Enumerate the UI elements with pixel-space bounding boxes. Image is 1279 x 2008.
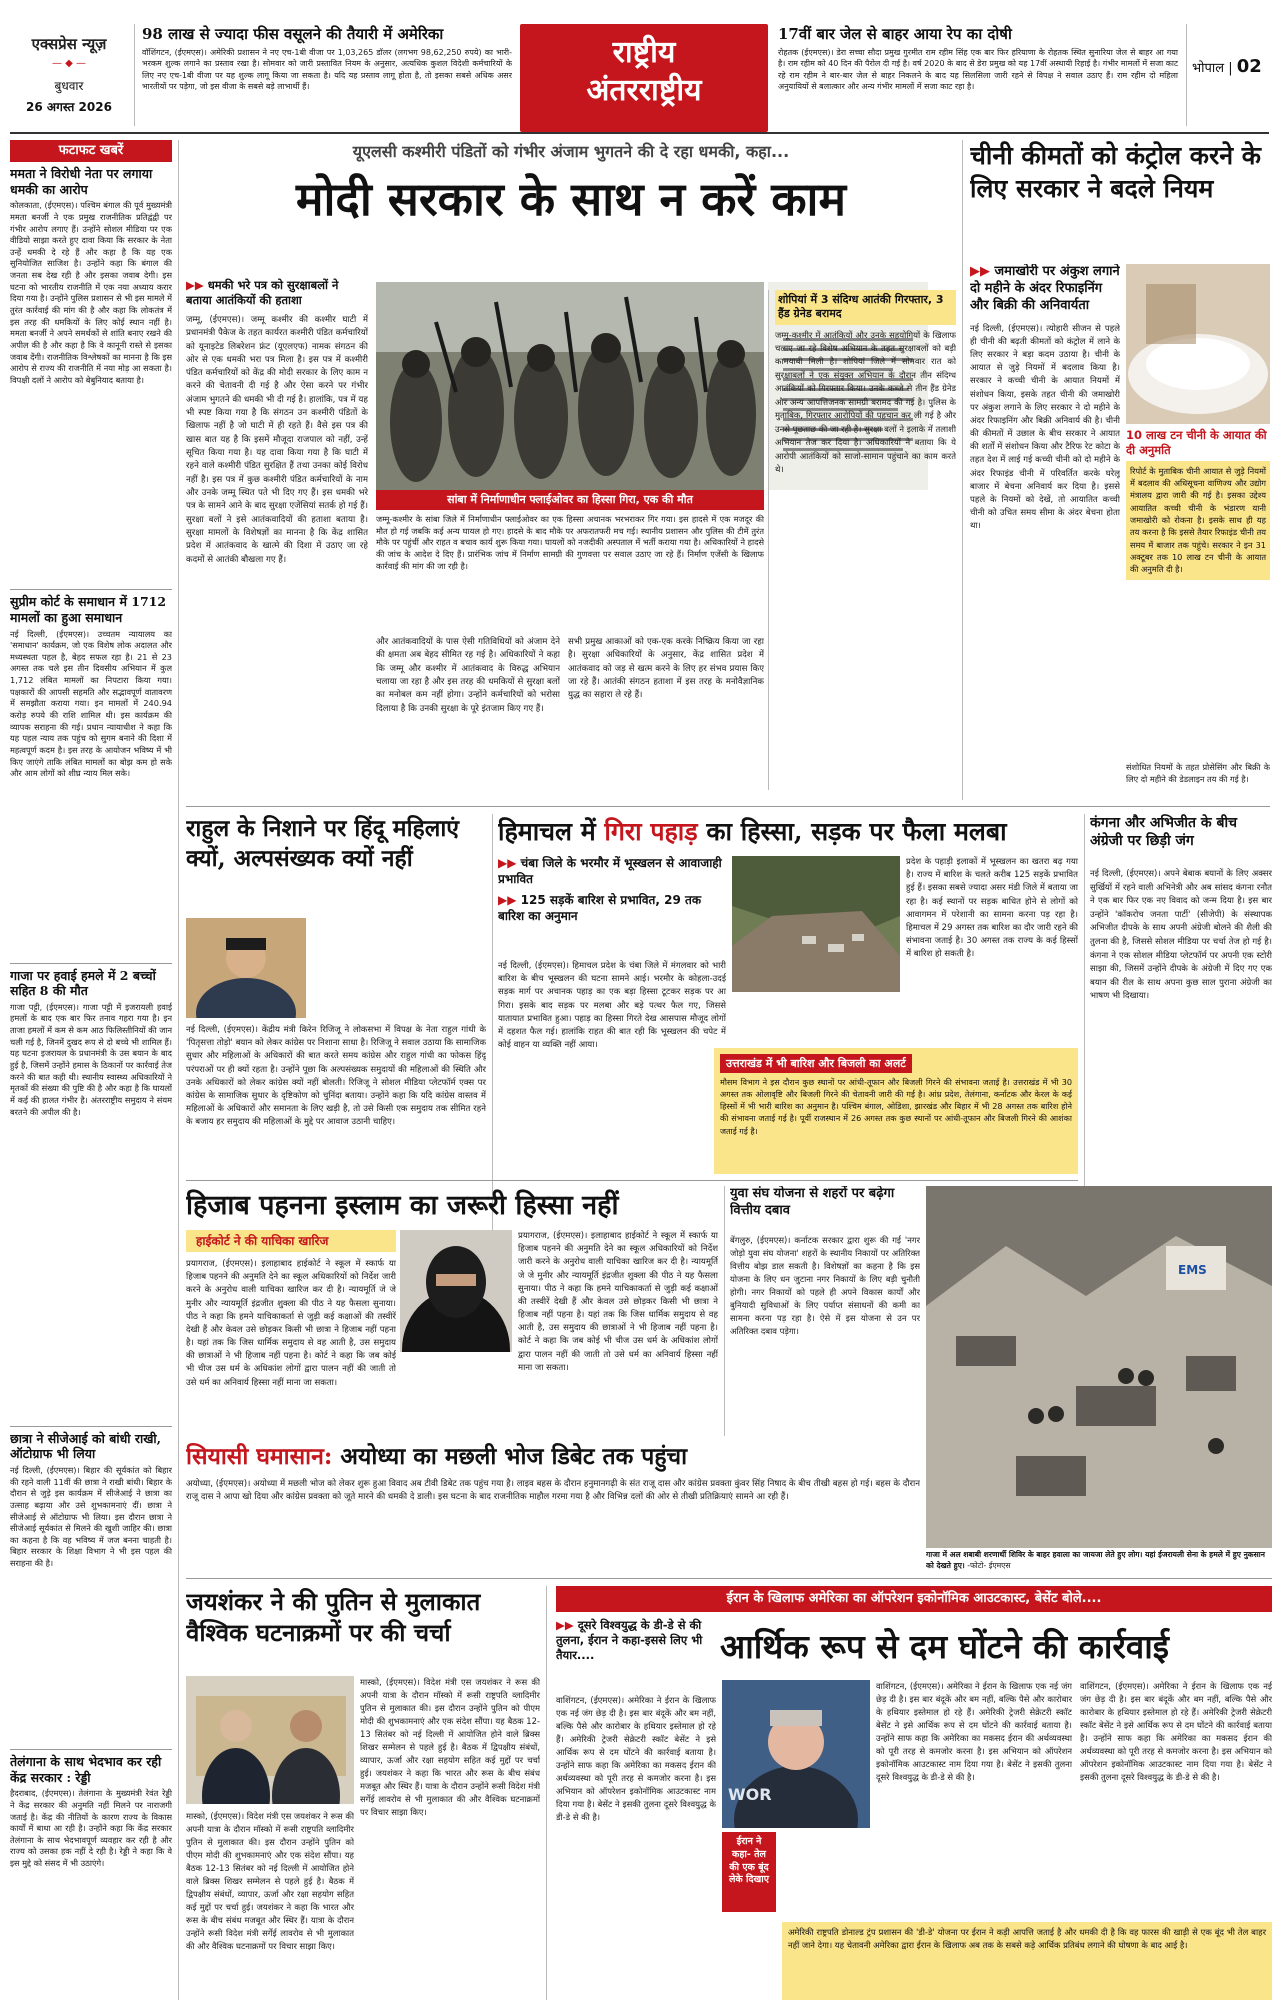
flyover-story-text: जम्मू-कश्मीर के सांबा जिले में निर्माणाधीन फ्लाईओवर का एक हिस्सा अचानक भरभराकर गिर गया। इस हादसे में एक मजदूर की मौत हो गई जबकि कई अन्य घायल हो गए। हादसे के बाद मौके पर अफरातफरी मच गई। स्थानीय प्रशासन और पुलिस की टीमें तुरंत मौके पर पहुंचीं और राहत व बचाव कार्य शुरू किया गया। घायलों को नजदीकी अस्पताल में भर्ती कराया गया है। अधिकारियों ने हादसे की जांच के आदेश दे दिए हैं। प्रारंभिक जांच में निर्माण सामग्री की गुणवत्ता पर सवाल उठाए जा रहे हैं। निर्माण एजेंसी के खिलाफ कार्रवाई की मांग की जा रही है। — [376, 514, 764, 571]
divider-ornament-icon: — ◆ — — [51, 58, 87, 69]
brief-headline: 98 लाख से ज्यादा फीस वसूलने की तैयारी में अमेरिका — [142, 25, 444, 43]
rahul-headline: राहुल के निशाने पर हिंदू महिलाएं क्यों, अल्पसंख्यक क्यों नहीं — [186, 815, 460, 872]
left-item-2-title: सुप्रीम कोर्ट के समाधान में 1712 मामलों का हुआ समाधान — [10, 594, 167, 625]
himachal-body-2: प्रदेश के पहाड़ी इलाकों में भूस्खलन का खतरा बढ़ गया है। राज्य में बारिश के चलते करीब 125 सड़कें प्रभावित हुई हैं। इसका सबसे ज्यादा असर मंडी जिले में बताया जा रहा है। कई स्थानों पर सड़क बाधित होने से लोगों को आवागमन में परेशानी का सामना करना पड़ रहा है। हिमाचल में 29 अगस्त तक बारिश का दौर जारी रहने की संभावना जताई है। 30 अगस्त तक राज्य के कई हिस्सों में बारिश हो सकती है। — [906, 857, 1078, 960]
ayodhya-headline: सियासी घमासान: अयोध्या का मछली भोज डिबेट तक पहुंचा — [186, 1443, 688, 1470]
left-item-5-title: तेलंगाना के साथ भेदभाव कर रही केंद्र सरकार : रेड्डी — [10, 1754, 162, 1785]
lead-headline: मोदी सरकार के साथ न करें काम — [296, 172, 846, 226]
weekday: बुधवार — [54, 79, 84, 93]
himachal-sub1: ▶▶ चंबा जिले के भरमौर में भूस्खलन से आवाजाही प्रभावित — [498, 856, 722, 886]
iran-banner: ईरान के खिलाफ अमेरिका का ऑपरेशन इकोनॉमिक आउटकास्ट, बेसेंट बोले.... — [556, 1586, 1272, 1612]
left-item-1-title: ममता ने विरोधी नेता पर लगाया धमकी का आरोप — [10, 166, 153, 197]
himachal-body: नई दिल्ली, (ईएमएस)। हिमाचल प्रदेश के चंबा जिले में मंगलवार को भारी बारिश के बीच भूस्खलन की घटना सामने आई। भरमौर के कोहला-उदई सड़क मार्ग पर अचानक पहाड़ का एक बड़ा हिस्सा टूटकर सड़क पर आ गिरा। इसके बाद सड़क पर मलबा और बड़े पत्थर फैल गए, जिससे यातायात प्रभावित हुआ। पहाड़ का हिस्सा गिरते देख आसपास मौजूद लोगों में दहशत फैल गई। हालांकि राहत की बात रही कि भूस्खलन की चपेट में कोई वाहन या व्यक्ति नहीं आया। — [498, 961, 726, 1051]
section-title-line1: राष्ट्रीय — [612, 35, 676, 70]
iran-photo-badge: ईरान ने कहा- तेल की एक बूंद लेके दिखाए — [722, 1832, 776, 1912]
kangana-headline: कंगना और अभिजीत के बीच अंग्रेजी पर छिड़ी जंग — [1090, 815, 1237, 850]
lead-photo-caption: सांबा में निर्माणाधीन फ्लाईओवर का हिस्सा गिरा, एक की मौत — [376, 490, 764, 510]
iran-headline: आर्थिक रूप से दम घोंटने की कार्रवाई — [720, 1627, 1169, 1666]
page-marker: भोपाल | 02 — [1192, 56, 1262, 77]
left-item-1-text: कोलकाता, (ईएमएस)। पश्चिम बंगाल की पूर्व मुख्यमंत्री ममता बनर्जी ने एक प्रमुख राजनीतिक प्रतिद्वंद्वी पर गंभीर आरोप लगाए हैं। उन्होंने सोशल मीडिया पर एक वीडियो साझा करते हुए दावा किया कि सरकार के नेता उन्हें धमकी दे रहे हैं और कहा है कि यह एक सुनियोजित साजिश है। उन्होंने कहा कि बंगाल की जनता सब देख रही है और इसका जवाब देगी। इस घटना को भारतीय राजनीति में एक नया अध्याय करार दिया गया है। उन्होंने पुलिस प्रशासन से भी इस मामले में तुरंत कार्रवाई की मांग की है और कहा कि लोकतंत्र में इस तरह की धमकियों के लिए कोई स्थान नहीं है। ममता बनर्जी ने अपने समर्थकों से शांति बनाए रखने की अपील की है और कहा है कि वे कानूनी रास्ते से इसका जवाब देंगी। राजनीतिक विश्लेषकों का मानना है कि इस आरोप से राज्य की राजनीति में नया मोड़ आ सकता है। विपक्षी दलों ने आरोप को बेबुनियाद बताया है। — [10, 200, 172, 385]
iran-body-right: वाशिंगटन, (ईएमएस)। अमेरिका ने ईरान के खिलाफ एक नई जंग छेड़ दी है। इस बार बंदूकें और बम नहीं, बल्कि पैसे और कारोबार के हथियार इस्तेमाल हो रहे हैं। अमेरिकी ट्रेजरी सेक्रेटरी स्कॉट बेसेंट ने इसे आर्थिक रूप से दम घोंटने की कार्रवाई बताया है। उन्होंने साफ कहा कि अमेरिका का मकसद ईरान की अर्थव्यवस्था को पूरी तरह से कमजोर करना है। इस अभियान को ऑपरेशन इकोनॉमिक आउटकास्ट नाम दिया गया है। बेसेंट ने इसकी तुलना दूसरे विश्वयुद्ध के डी-डे से की है। — [1080, 1681, 1272, 1783]
sugar-import-text: रिपोर्ट के मुताबिक चीनी आयात से जुड़े नियमों में बदलाव की अधिसूचना वाणिज्य और उद्योग मंत्रालय द्वारा जारी की गई है। इसका उद्देश्य आयातित कच्ची चीनी के भंडारण यानी जमाखोरी को रोकना है। इसके साथ ही यह तय करना है कि इससे तैयार रिफाइंड चीनी तय समय में बाजार तक पहुंचे। सरकार ने इन 31 अक्टूबर तक 10 लाख टन चीनी के आयात की अनुमति दी है। — [1126, 461, 1270, 580]
section-title-line2: अंतरराष्ट्रीय — [586, 72, 702, 108]
rahul-body: नई दिल्ली, (ईएमएस)। केंद्रीय मंत्री किरेन रिजिजू ने लोकसभा में विपक्ष के नेता राहुल गांधी के 'पितृसत्ता तोड़ो' बयान को लेकर कांग्रेस पर निशाना साधा है। रिजिजू ने सवाल उठाया कि सामाजिक सुधार और महिलाओं के अधिकारों की बात करते समय कांग्रेस और राहुल गांधी का फोकस हिंदू परंपराओं पर ही क्यों रहता है। उन्होंने पूछा कि अल्पसंख्यक समुदायों की महिलाओं की स्थिति और उनके अधिकारों को लेकर कांग्रेस क्यों नहीं बोलती। रिजिजू ने सोशल मीडिया प्लेटफॉर्म एक्स पर कांग्रेस के सामाजिक सुधार के दृष्टिकोण को चुनिंदा बताया। उन्होंने कहा कि यदि कांग्रेस वास्तव में महिलाओं के अधिकारों और समानता के लिए खड़ी है, तो उसे किसी एक समुदाय तक सीमित रहने के बजाय हर समुदाय की महिलाओं के मुद्दे पर आवाज उठानी चाहिए। — [186, 1025, 486, 1128]
arrow-icon: ▶▶ — [498, 893, 521, 908]
hijab-body: प्रयागराज, (ईएमएस)। इलाहाबाद हाईकोर्ट ने स्कूल में स्कार्फ या हिजाब पहनने की अनुमति देने का स्कूल अधिकारियों को निर्देश जारी करने के अनुरोध वाली याचिका खारिज कर दी है। न्यायमूर्ति जे जे मुनीर और न्यायमूर्ति इंद्रजीत शुक्ला की पीठ ने यह फैसला सुनाया। पीठ ने कहा कि हमने याचिकाकर्ता से जुड़ी कई कक्षाओं की तस्वीरें देखी हैं और केवल उसे छोड़कर किसी भी छात्रा ने हिजाब नहीं पहना है। यहां तक कि जिस धार्मिक समुदाय से वह आती है, उस समुदाय की छात्राओं ने भी हिजाब नहीं पहना है। कोर्ट ने कहा कि जब कोई भी चीज उस धर्म के अधिकांश लोगों द्वारा पालन नहीं की जाती तो उसे धर्म का अनिवार्य हिस्सा नहीं माना जा सकता। — [186, 1259, 396, 1388]
bessent-photo — [722, 1680, 870, 1828]
section-title-block — [520, 24, 768, 132]
left-item-3-title: गाजा पर हवाई हमले में 2 बच्चों सहित 8 की मौत — [10, 967, 156, 999]
lead-second-col — [376, 636, 560, 798]
kangana-body: नई दिल्ली, (ईएमएस)। अपने बेबाक बयानों के लिए अक्सर सुर्खियों में रहने वाली अभिनेत्री और अब सांसद कंगना रनौत ने एक बार फिर एक नए विवाद को जन्म दिया है। इस बार उन्होंने 'कॉकरोच जनता पार्टी' (सीजेपी) के संस्थापक अभिजीत दीपके के साथ अपनी अंग्रेजी बोलने की शैली की तुलना की है, जिससे सोशल मीडिया पर चर्चा तेज हो गई है। कंगना ने एक सोशल मीडिया प्लेटफॉर्म पर अपनी एक स्टोरी साझा की, जिसमें उन्होंने दीपके के अंग्रेजी में दिए गए एक बयान की रील के साथ अपना कुछ साल पुराना अंग्रेजी का भाषण भी दिखाया। — [1090, 869, 1272, 1002]
himachal-headline: हिमाचल में गिरा पहाड़ का हिस्सा, सड़क पर फैला मलबा — [498, 817, 1007, 846]
rijiju-photo — [186, 918, 306, 1018]
jaishankar-body-left: मास्को, (ईएमएस)। विदेश मंत्री एस जयशंकर ने रूस की अपनी यात्रा के दौरान मॉस्को में रूसी राष्ट्रपति व्लादिमीर पुतिन से मुलाकात की। इस दौरान उन्होंने पुतिन को पीएम मोदी की शुभकामनाएं और एक संदेश सौंपा। यह बैठक 12-13 सितंबर को नई दिल्ली में आयोजित होने वाले ब्रिक्स शिखर सम्मेलन से पहले हुई है। बैठक में द्विपक्षीय संबंधों, व्यापार, ऊर्जा और रक्षा सहयोग सहित कई मुद्दों पर चर्चा हुई। जयशंकर ने कहा कि भारत और रूस के बीच संबंध मजबूत और स्थिर हैं। यात्रा के दौरान उन्होंने रूसी विदेश मंत्री सर्गेई लावरोव से भी मुलाकात की और वैश्विक घटनाक्रमों पर विचार साझा किए। — [186, 1811, 354, 1952]
lead-body-2: और आतंकवादियों के पास ऐसी गतिविधियों को अंजाम देने की क्षमता अब बेहद सीमित रह गई है। अधिकारियों ने कहा कि जम्मू और कश्मीर में आतंकवाद के विरुद्ध अभियान चलाया जा रहा है और इस तरह की धमकियों से सुरक्षा बलों का मनोबल कम नहीं होगा। उन्होंने कर्मचारियों को भरोसा दिलाया है कि उनकी सुरक्षा के पूरे इंतजाम किए गए हैं। — [376, 637, 560, 714]
shopian-box-text: जम्मू-कश्मीर में आतंकियों और उनके सहयोगियों के खिलाफ चलाए जा रहे विशेष अभियान के तहत सुरक्षाबलों को बड़ी कामयाबी मिली है। शोपियां जिले में सोमवार रात को सुरक्षाबलों ने एक संयुक्त अभियान के दौरान तीन संदिग्ध आतंकियों को गिरफ्तार किया। उनके कब्जे से तीन हैंड ग्रेनेड और अन्य आपत्तिजनक सामग्री बरामद की गई है। पुलिस के मुताबिक, गिरफ्तार आरोपियों की पहचान कर ली गई है और उनसे पूछताछ की जा रही है। सुरक्षा बलों ने इलाके में तलाशी अभियान तेज कर दिया है। अधिकारियों ने बताया कि ये आरोपी आतंकियों को साजो-सामान पहुंचाने का काम करते थे। — [775, 329, 956, 474]
sugar-import-box — [1126, 428, 1270, 758]
gaza-rubble-photo — [926, 1186, 1272, 1548]
top-right-brief — [778, 24, 1178, 124]
iran-body: वाशिंगटन, (ईएमएस)। अमेरिका ने ईरान के खिलाफ एक नई जंग छेड़ दी है। इस बार बंदूकें और बम नहीं, बल्कि पैसे और कारोबार के हथियार इस्तेमाल हो रहे हैं। अमेरिकी ट्रेजरी सेक्रेटरी स्कॉट बेसेंट ने इसे आर्थिक रूप से दम घोंटने की कार्रवाई बताया है। उन्होंने साफ कहा कि अमेरिका का मकसद ईरान की अर्थव्यवस्था को पूरी तरह से कमजोर करना है। इस अभियान को ऑपरेशन इकोनॉमिक आउटकास्ट नाम दिया गया है। बेसेंट ने इसकी तुलना दूसरे विश्वयुद्ध के डी-डे से की है। — [556, 1695, 716, 1823]
iran-subhead: ▶▶ दूसरे विश्वयुद्ध के डी-डे से की तुलना, ईरान ने कहा-इससे लिए भी तैयार.... — [556, 1618, 703, 1662]
left-column-header: फटाफट खबरें — [10, 140, 172, 162]
himachal-subheads — [498, 856, 726, 976]
alert-title: उत्तराखंड में भी बारिश और बिजली का अलर्ट — [720, 1054, 912, 1073]
lead-kicker: यूएलसी कश्मीरी पंडितों को गंभीर अंजाम भुगतने की दे रहा धमकी, कहा... — [352, 142, 790, 161]
arrow-icon: ▶▶ — [970, 264, 995, 279]
left-item-2-text: नई दिल्ली, (ईएमएस)। उच्चतम न्यायालय का 'समाधान' कार्यक्रम, जो एक विशेष लोक अदालत और मध्यस्थता पहल है, बेहद सफल रहा है। 21 से 23 अगस्त तक चले इस तीन दिवसीय अभियान में कुल 1,712 लंबित मामलों का निपटारा किया गया। पक्षकारों की आपसी सहमति और सद्भावपूर्ण वातावरण में समझौता कराया गया। इन मामलों में 240.94 करोड़ रुपये की राशि शामिल थी। इस कार्यक्रम की व्यापक सराहना की गई। प्रधान न्यायाधीश ने कहा कि यह पहल न्याय तक पहुंच को सुगम बनाने की दिशा में महत्वपूर्ण कदम है। इस तरह के आयोजन भविष्य में भी किए जाएंगे ताकि लंबित मामलों का बोझ कम हो सके और आम लोगों को शीघ्र न्याय मिल सके। — [10, 628, 172, 779]
sugar-photo — [1126, 264, 1270, 424]
arrow-icon: ▶▶ — [556, 1618, 578, 1632]
uttarakhand-alert-box — [714, 1048, 1078, 1174]
ayodhya-strip — [186, 1440, 920, 1570]
left-item-5-text: हैदराबाद, (ईएमएस)। तेलंगाना के मुख्यमंत्री रेवंत रेड्डी ने केंद्र सरकार की अनुमति नहीं मिलने पर नाराजगी जताई है। केंद्र की नीतियों के कारण राज्य के विकास कार्यों में बाधा आ रही है। उन्होंने कहा कि केंद्र सरकार तेलंगाना के साथ भेदभावपूर्ण व्यवहार कर रही है और राज्य को उसका हक नहीं दे रही है। रेड्डी ने कहा कि वे इस मुद्दे को संसद में भी उठाएंगे। — [10, 1788, 172, 1869]
himachal-sub2: ▶▶ 125 सड़कें बारिश से प्रभावित, 29 तक बारिश का अनुमान — [498, 893, 702, 923]
youth-body: बेंगलुरु, (ईएमएस)। कर्नाटक सरकार द्वारा शुरू की गई 'नगर जोड़ो युवा संघ योजना' शहरों के स्थानीय निकायों पर अतिरिक्त वित्तीय बोझ डाल सकती है। विशेषज्ञों का कहना है कि इस योजना के लिए धन जुटाना नगर निकायों के लिए बड़ी चुनौती होगी। नगर निकायों को पहले ही अपने विकास कार्यों और बुनियादी सुविधाओं के लिए पर्याप्त संसाधनों की कमी का सामना करना पड़ रहा है। ऐसे में इस योजना से उन पर अतिरिक्त दबाव पड़ेगा। — [730, 1235, 920, 1337]
hijab-body-right: प्रयागराज, (ईएमएस)। इलाहाबाद हाईकोर्ट ने स्कूल में स्कार्फ या हिजाब पहनने की अनुमति देने का स्कूल अधिकारियों को निर्देश जारी करने के अनुरोध वाली याचिका खारिज कर दी है। न्यायमूर्ति जे जे मुनीर और न्यायमूर्ति इंद्रजीत शुक्ला की पीठ ने यह फैसला सुनाया। पीठ ने कहा कि हमने याचिकाकर्ता से जुड़ी कई कक्षाओं की तस्वीरें देखी हैं और केवल उसे छोड़कर किसी भी छात्रा ने हिजाब नहीं पहना है। यहां तक कि जिस धार्मिक समुदाय से वह आती है, उस समुदाय की छात्राओं ने भी हिजाब नहीं पहना है। कोर्ट ने कहा कि जब कोई भी चीज उस धर्म के अधिकांश लोगों द्वारा पालन नहीं की जाती तो उसे धर्म का अनिवार्य हिस्सा नहीं माना जा सकता। — [518, 1231, 718, 1373]
top-left-brief — [142, 24, 512, 124]
arrow-icon: ▶▶ — [498, 856, 521, 870]
sugar-subhead: ▶▶ जमाखोरी पर अंकुश लगाने दो महीने के अंदर रिफाइनिंग और बिक्री की अनिवार्यता — [970, 264, 1120, 313]
hijab-photo — [400, 1230, 512, 1352]
lead-left-col — [186, 278, 368, 798]
hijab-subhead: हाईकोर्ट ने की याचिका खारिज — [186, 1230, 396, 1252]
svg-text:EMS: EMS — [1178, 1263, 1207, 1277]
masthead-brand-box — [10, 28, 128, 126]
left-briefs-column — [10, 166, 172, 2000]
lead-third-col — [568, 636, 764, 798]
hijab-headline: हिजाब पहनना इस्लाम का जरूरी हिस्सा नहीं — [186, 1190, 619, 1221]
youth-headline: युवा संघ योजना से शहरों पर बढ़ेगा वित्तीय दबाव — [730, 1186, 895, 1218]
ayodhya-text: अयोध्या, (ईएमएस)। अयोध्या में मछली भोज को लेकर शुरू हुआ विवाद अब टीवी डिबेट तक पहुंच गया है। लाइव बहस के दौरान हनुमानगढ़ी के संत राजू दास और कांग्रेस प्रवक्ता कुंवर सिंह निषाद के बीच तीखी बहस हो गई। बहस के दौरान राजू दास ने आपा खो दिया और कांग्रेस प्रवक्ता को जूते मारने की धमकी दे डाली। इस घटना के बाद राजनीतिक माहौल गरमा गया है और विभिन्न दलों की ओर से तीखी प्रतिक्रियाएं सामने आ रही हैं। — [186, 1479, 920, 1503]
sugar-tail: संशोधित नियमों के तहत प्रोसेसिंग और बिक्री के लिए दो महीने की डेडलाइन तय की गई है। — [1126, 762, 1270, 784]
brief-text-right: रोहतक (ईएमएस)। डेरा सच्चा सौदा प्रमुख गुरमीत राम रहीम सिंह एक बार फिर हरियाणा के रोहतक स्थित सुनारिया जेल से बाहर आ गया है। राम रहीम को 40 दिन की पैरोल दी गई है। वर्ष 2020 के बाद से डेरा प्रमुख को यह 17वीं अस्थायी रिहाई है। गंभीर मामलों में सजा काट रहे राम रहीम ने बार-बार जेल से बाहर निकलने के बाद यह सिलसिला जारी रहने से विपक्ष ने सवाल उठाए हैं। राम रहीम दो महिला अनुयायियों से बलात्कार और अन्य गंभीर मामलों में सजा काट रहा है। — [778, 48, 1178, 92]
iran-info-text: अमेरिकी राष्ट्रपति डोनाल्ड ट्रंप प्रशासन की 'डी-डे' योजना पर ईरान ने कड़ी आपत्ति जताई है और धमकी दी है कि वह फारस की खाड़ी से एक बूंद भी तेल बाहर नहीं जाने देगा। यह चेतावनी अमेरिका द्वारा ईरान के खिलाफ अब तक के सबसे कड़े आर्थिक प्रतिबंध लगाने की घोषणा के बाद आई है। — [788, 1927, 1266, 1951]
arrow-icon: ▶▶ — [186, 278, 208, 292]
putin-jaishankar-photo — [186, 1676, 354, 1804]
landslide-photo — [732, 856, 900, 992]
jaishankar-body: मास्को, (ईएमएस)। विदेश मंत्री एस जयशंकर ने रूस की अपनी यात्रा के दौरान मॉस्को में रूसी राष्ट्रपति व्लादिमीर पुतिन से मुलाकात की। इस दौरान उन्होंने पुतिन को पीएम मोदी की शुभकामनाएं और एक संदेश सौंपा। यह बैठक 12-13 सितंबर को नई दिल्ली में आयोजित होने वाले ब्रिक्स शिखर सम्मेलन से पहले हुई है। बैठक में द्विपक्षीय संबंधों, व्यापार, ऊर्जा और रक्षा सहयोग सहित कई मुद्दों पर चर्चा हुई। जयशंकर ने कहा कि भारत और रूस के बीच संबंध मजबूत और स्थिर हैं। यात्रा के दौरान उन्होंने रूसी विदेश मंत्री सर्गेई लावरोव से भी मुलाकात की और वैश्विक घटनाक्रमों पर विचार साझा किए। — [360, 1677, 540, 1818]
brief-headline-right: 17वीं बार जेल से बाहर आया रेप का दोषी — [778, 25, 1012, 43]
page-number: 02 — [1236, 56, 1262, 77]
brief-text: वॉशिंगटन, (ईएमएस)। अमेरिकी प्रशासन ने नए एच-1बी वीजा पर 1,03,265 डॉलर (लगभग 98,62,250 रुपये) का भारी-भरकम शुल्क लगाने का प्रस्ताव रखा है। सोमवार को जारी प्रस्तावित नियम के अनुसार, अत्यधिक कुशल विदेशी कर्मचारियों के लिए नए एच-1बी वीजा पर यह शुल्क लागू किया जा सकता है। यदि यह प्रस्ताव लागू होता है, तो इसका सबसे अधिक असर भारतीयों पर पड़ेगा, जो इस वीजा के सबसे बड़े लाभार्थी हैं। — [142, 48, 512, 92]
iran-info-box — [782, 1922, 1272, 2000]
iran-body-middle: वाशिंगटन, (ईएमएस)। अमेरिका ने ईरान के खिलाफ एक नई जंग छेड़ दी है। इस बार बंदूकें और बम नहीं, बल्कि पैसे और कारोबार के हथियार इस्तेमाल हो रहे हैं। अमेरिकी ट्रेजरी सेक्रेटरी स्कॉट बेसेंट ने इसे आर्थिक रूप से दम घोंटने की कार्रवाई बताया है। उन्होंने साफ कहा कि अमेरिका का मकसद ईरान की अर्थव्यवस्था को पूरी तरह से कमजोर करना है। इस अभियान को ऑपरेशन इकोनॉमिक आउटकास्ट नाम दिया गया है। बेसेंट ने इसकी तुलना दूसरे विश्वयुद्ध के डी-डे से की है। — [876, 1681, 1072, 1783]
shopian-box-title: शोपियां में 3 संदिग्ध आतंकी गिरफ्तार, 3 हैंड ग्रेनेड बरामद — [775, 290, 956, 325]
city-label: भोपाल — [1192, 61, 1225, 76]
brand-name: एक्सप्रेस न्यूज़ — [31, 35, 107, 53]
sugar-headline: चीनी कीमतों को कंट्रोल करने के लिए सरकार ने बदले नियम — [970, 141, 1261, 203]
gaza-caption: गाजा में अल शबाबी शरणार्थी शिविर के बाहर हवाला का जायजा लेते हुए लोग। यहां ईजरायली सेना के हमले में हुए नुकसान को देखते हुए। -फोटो- ईएमएस — [926, 1550, 1265, 1570]
alert-text: मौसम विभाग ने इस दौरान कुछ स्थानों पर आंधी-तूफान और बिजली गिरने की संभावना जताई है। उत्तराखंड में भी 30 अगस्त तक ओलावृष्टि और बिजली गिरने की चेतावनी जारी की गई है। आंध्र प्रदेश, तेलंगाना, कर्नाटक और केरल के कई हिस्सों में भी भारी बारिश का अनुमान है। पश्चिम बंगाल, ओडिशा, झारखंड और बिहार में भी 28 अगस्त तक बारिश होने की संभावना जताई गई है। पूर्वी राजस्थान में 26 अगस्त तक कुछ स्थानों पर आंधी-तूफान और बिजली गिरने की आशंका जताई गई है। — [720, 1077, 1072, 1136]
sugar-body: नई दिल्ली, (ईएमएस)। त्योहारी सीजन से पहले ही चीनी की बढ़ती कीमतों को कंट्रोल में लाने के लिए सरकार ने बड़ा कदम उठाया है। चीनी के आयात से जुड़े नियमों में बदलाव किया है। सरकार ने कच्ची चीनी के आयात नियमों में संशोधन किया, इसके तहत चीनी की जमाखोरी पर अंकुश लगाने के लिए सरकार ने दो महीने के अंदर रिफाइनिंग और बिक्री अनिवार्य की है। चीनी की कीमतों में उछाल के बीच सरकार ने आयात की शर्तों में संशोधन किया और टैरिफ रेट कोटा के तहत देश में लाई गई कच्ची चीनी को दो महीने के अंदर रिफाइंड चीनी में परिवर्तित करके घरेलू बाजार में बेचना अनिवार्य कर दिया है। इससे पहले के नियमों को देखें, तो आयातित कच्ची चीनी को उचित समय सीमा के अंदर बेचना होता था। — [970, 323, 1120, 532]
sugar-col — [970, 264, 1120, 800]
issue-date: 26 अगस्त 2026 — [26, 100, 112, 114]
jaishankar-headline: जयशंकर ने की पुतिन से मुलाकात वैश्विक घटनाक्रमों पर की चर्चा — [186, 1587, 481, 1648]
lead-subhead: ▶▶ धमकी भरे पत्र को सुरक्षाबलों ने बताया आतंकियों की हताशा — [186, 278, 339, 307]
left-item-4-title: छात्रा ने सीजेआई को बांधी राखी, ऑटोग्राफ भी लिया — [10, 1430, 162, 1462]
left-item-3-text: गाजा पट्टी, (ईएमएस)। गाजा पट्टी में इजरायली हवाई हमलों के बाद एक बार फिर तनाव गहरा गया है। इन ताजा हमलों में कम से कम आठ फिलिस्तीनियों की जान चली गई है, जिनमें दुखद रूप से दो बच्चे भी शामिल हैं। यह घटना इजरायल के प्रधानमंत्री के उस बयान के बाद हुई है, जिसमें उन्होंने हमास के ठिकानों पर कार्रवाई तेज करने की बात कही थी। स्थानीय स्वास्थ्य अधिकारियों ने मृतकों की संख्या की पुष्टि की है और कहा है कि घायलों में कई की हालत गंभीर है। अंतरराष्ट्रीय समुदाय ने संयम बरतने की अपील की है। — [10, 1001, 172, 1117]
lead-body-3: सभी प्रमुख आकाओं को एक-एक करके निष्क्रिय किया जा रहा है। सुरक्षा अधिकारियों के अनुसार, केंद्र शासित प्रदेश में आतंकवाद को जड़ से खत्म करने के लिए हर संभव प्रयास किए जा रहे हैं। आतंकी संगठन हताशा में इस तरह के मनोवैज्ञानिक युद्ध का सहारा ले रहे हैं। — [568, 637, 764, 701]
lead-body: जम्मू, (ईएमएस)। जम्मू कश्मीर की कश्मीर घाटी में प्रधानमंत्री पैकेज के तहत कार्यरत कश्मीरी पंडित कर्मचारियों को यूनाइटेड लिबरेशन फ्रंट (यूएलएफ) नामक संगठन की ओर से एक धमकी भरा पत्र मिला है। इस पत्र में कश्मीरी पंडित कर्मचारियों को केंद्र की मोदी सरकार के लिए काम न करने की चेतावनी दी गई है और ऐसा करने पर गंभीर अंजाम भुगतने की धमकी भी दी गई है। हालांकि, पत्र में यह भी स्पष्ट किया गया है कि संगठन उन कश्मीरी पंडितों के खिलाफ नहीं है जो घाटी में ही रहते हैं। वैसे इस पत्र की खास बात यह है कि इसमें मौजूदा राजपाल को नहीं, उन्हें सूचित किया गया है। यह दावा किया गया है कि घाटी में रहने वाले कश्मीरी पंडित सुरक्षित हैं तथा उनका कोई विरोध नहीं है। इस पत्र में कुछ कश्मीरी पंडित कर्मचारियों के नाम और उनके जम्मू स्थित पते भी दिए गए हैं। इस धमकी भरे पत्र के सामने आने के बाद सुरक्षा एजेंसियां सतर्क हो गई हैं। सुरक्षा बलों ने इसे आतंकवादियों की हताशा बताया है। सुरक्षा मामलों के विशेषज्ञों का मानना है कि केंद्र शासित प्रदेश में आतंकवाद के खात्मे की दिशा में उठाए जा रहे कदमों से आतंकी बौखला गए हैं। — [186, 314, 368, 565]
left-item-4-text: नई दिल्ली, (ईएमएस)। बिहार की सूर्यकांत को बिहार की रहने वाली 11वीं की छात्रा ने राखी बांधी। बिहार के दौरान से जुड़े इस कार्यक्रम में सीजेआई ने छात्रा का उत्साह बढ़ाया और उसे शुभकामनाएं दीं। छात्रा ने सीजेआई से ऑटोग्राफ भी लिया। इस दौरान छात्रा ने सीजेआई सूर्यकांत से मिलने की खुशी जाहिर की। छात्रा का कहना है कि वह भविष्य में जज बनना चाहती है। बिहार सरकार के शिक्षा विभाग ने भी इस पहल की सराहना की है। — [10, 1465, 172, 1569]
svg-text:WOR: WOR — [728, 1785, 772, 1804]
lead-photo-militants — [376, 282, 764, 490]
shopian-box — [768, 290, 956, 790]
sugar-import-title: 10 लाख टन चीनी के आयात की दी अनुमति — [1126, 428, 1267, 457]
